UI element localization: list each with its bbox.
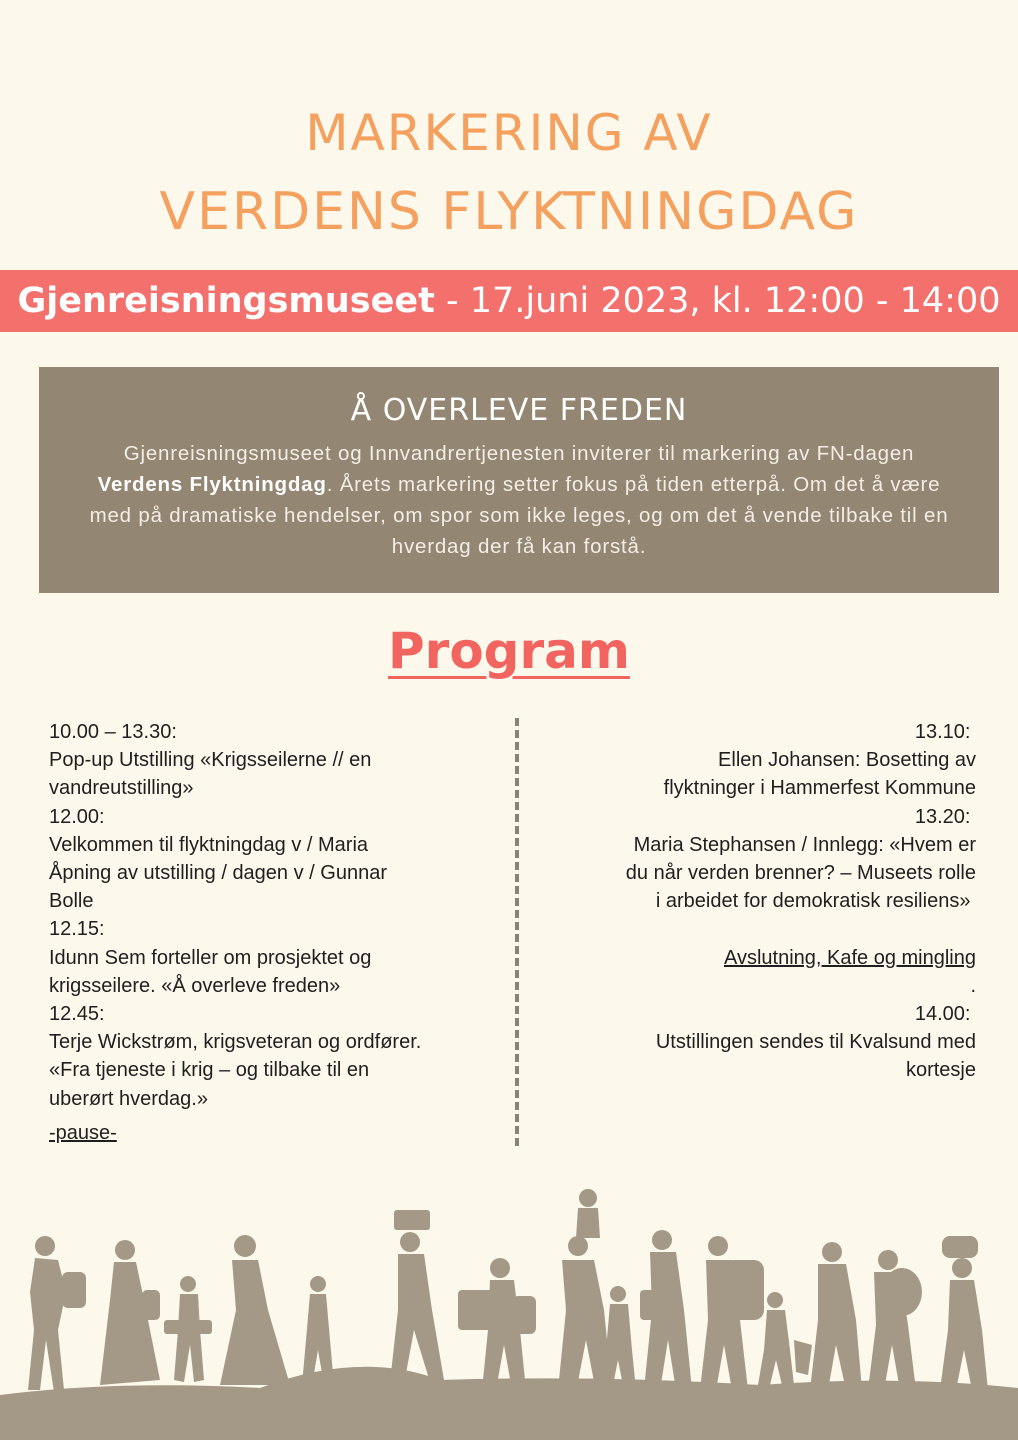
program-line: du når verden brenner? – Museets rolle — [625, 862, 976, 885]
intro-text-part2: . Årets markering setter fokus på tiden etterpå. Om det å være med på dramatiske hendelser, om spor som ikke leges, og om det å vende tilbake til en hverdag der få kan forstå. — [89, 473, 949, 558]
pause-label: -pause- — [49, 1121, 117, 1144]
program-blank-line — [560, 915, 976, 943]
intro-text — [79, 438, 959, 562]
program-line: Utstillingen sendes til Kvalsund med — [655, 1031, 976, 1054]
program-heading: Program — [388, 622, 630, 680]
event-banner — [0, 270, 1018, 332]
program-line: 13.10: — [914, 721, 976, 743]
program-line: krigsseilere. «Å overleve freden» — [49, 974, 341, 997]
intro-text-bold: Verdens Flyktningdag — [97, 473, 327, 496]
program-line: Velkommen til flyktningdag v / Maria — [49, 833, 369, 856]
program-line: Pop-up Utstilling «Krigsseilerne // en — [49, 749, 372, 772]
program-line: 12.45: — [49, 1003, 105, 1026]
program-line: uberørt hverdag.» — [49, 1087, 208, 1110]
program-line: i arbeidet for demokratisk resiliens» — [655, 890, 976, 913]
column-divider — [515, 718, 519, 1146]
program-line: 12.15: — [49, 918, 105, 941]
intro-text-part1: Gjenreisningsmuseet og Innvandrertjenesten inviterer til markering av FN-dagen — [123, 442, 915, 465]
program-line: 13.20: — [914, 805, 976, 828]
title-line-2: VERDENS FLYKTNINGDAG — [159, 182, 859, 242]
title-line-1: MARKERING AV — [305, 104, 713, 162]
program-line: «Fra tjeneste i krig – og tilbake til en — [49, 1059, 370, 1082]
intro-heading: Å OVERLEVE FREDEN — [350, 393, 688, 428]
program-line: Åpning av utstilling / dagen v / Gunnar — [49, 862, 387, 885]
program-line: Terje Wickstrøm, krigsveteran og ordfører. — [49, 1031, 422, 1054]
program-line: Ellen Johansen: Bosetting av — [718, 749, 976, 772]
program-line: . — [970, 974, 976, 997]
refugee-crowd-silhouette — [0, 1180, 1018, 1440]
program-line: Idunn Sem forteller om prosjektet og — [49, 946, 372, 969]
banner-date-time: - 17.juni 2023, kl. 12:00 - 14:00 — [434, 281, 1001, 321]
intro-box — [39, 367, 999, 593]
program-line: flyktninger i Hammerfest Kommune — [663, 777, 976, 800]
program-left-column — [49, 718, 499, 1147]
program-line: Maria Stephansen / Innlegg: «Hvem er — [633, 833, 976, 856]
banner-venue: Gjenreisningsmuseet — [17, 281, 435, 321]
program-line: 10.00 – 13.30: — [49, 721, 177, 743]
program-line: 12.00: — [49, 805, 105, 828]
program-right-column — [560, 718, 976, 1085]
program-line: 14.00: — [914, 1003, 976, 1026]
program-line: kortesje — [905, 1059, 976, 1082]
closing-label: Avslutning, Kafe og mingling — [723, 946, 976, 969]
program-line: Bolle — [49, 890, 94, 913]
program-line: vandreutstilling» — [49, 777, 194, 800]
